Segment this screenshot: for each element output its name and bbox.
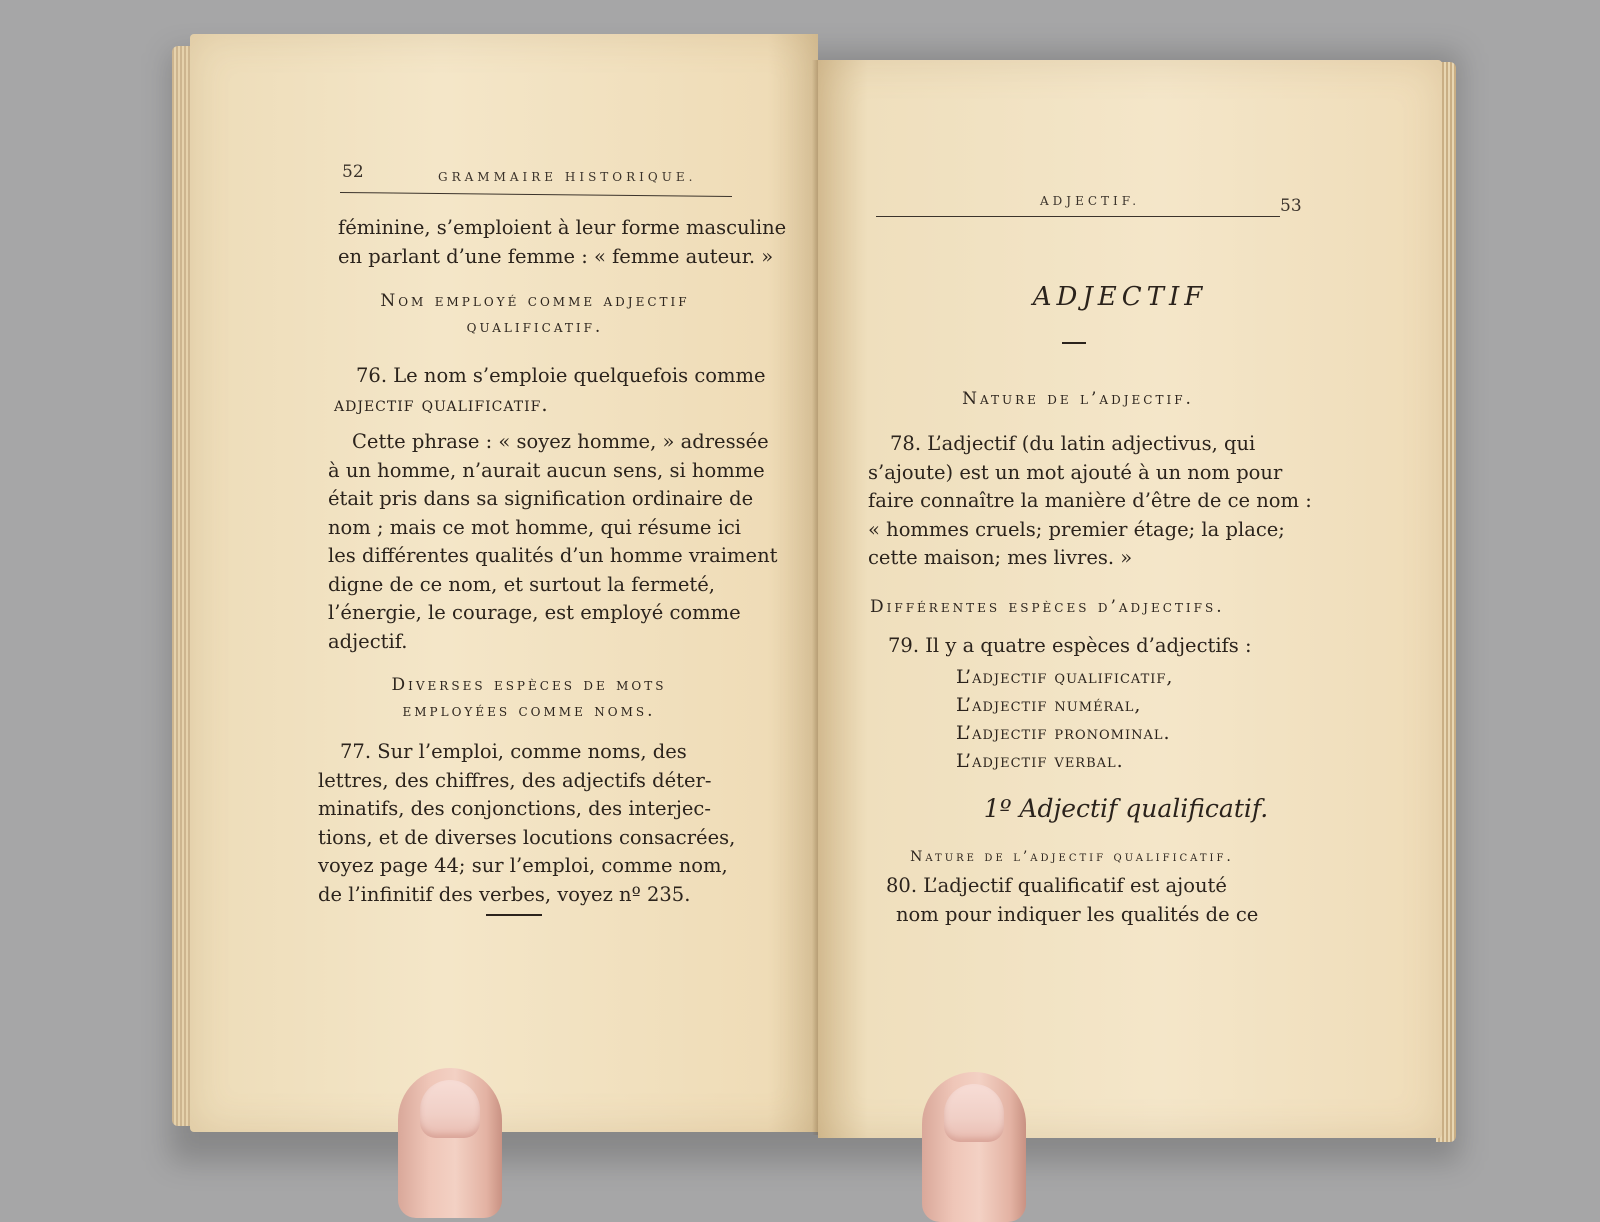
right-heading-1: Nature de l’adjectif.	[962, 389, 1194, 409]
left-folio: 52	[342, 162, 364, 182]
text-line: à un homme, n’aurait aucun sens, si homme	[328, 458, 765, 482]
left-para-1	[338, 214, 787, 271]
text-line: adjectif qualificatif.	[334, 392, 549, 416]
text-line: Cette phrase : « soyez homme, » adressée	[352, 430, 769, 453]
left-para-4	[318, 738, 736, 909]
left-para-3	[328, 428, 778, 656]
text-line: adjectif.	[328, 629, 408, 653]
heading-line: Nom employé comme adjectif	[380, 291, 690, 311]
heading-line: Diverses espèces de mots	[391, 675, 667, 695]
left-heading-1	[340, 288, 730, 340]
text-line: nom ; mais ce mot homme, qui résume ici	[328, 515, 741, 539]
text-line: lettres, des chiffres, des adjectifs déter-	[318, 768, 712, 792]
text-line: minatifs, des conjonctions, des interjec-	[318, 797, 711, 820]
text-line: faire connaître la manière d’être de ce nom :	[868, 489, 1312, 512]
text-line: « hommes cruels; premier étage; la place;	[868, 517, 1285, 541]
right-para-3	[886, 872, 1282, 929]
left-page	[190, 34, 818, 1132]
left-end-rule	[486, 914, 542, 916]
text-line: en parlant d’une femme : « femme auteur. »	[338, 244, 774, 268]
right-running-head: ADJECTIF.	[1040, 194, 1141, 208]
text-line: les différentes qualités d’un homme vraiment	[328, 544, 778, 567]
heading-line: qualificatif.	[466, 317, 604, 337]
text-line: tions, et de diverses locutions consacrées,	[318, 825, 736, 849]
section-title: 1º Adjectif qualificatif.	[983, 794, 1269, 823]
left-heading-2	[330, 672, 728, 724]
left-thumbnail	[420, 1080, 480, 1138]
text-line: 80. L’adjectif qualificatif est ajouté	[886, 874, 1227, 897]
text-line: voyez page 44; sur l’emploi, comme nom,	[318, 854, 728, 877]
text-line: l’énergie, le courage, est employé comme	[328, 601, 741, 624]
right-folio: 53	[1280, 196, 1302, 216]
heading-line: employées comme noms.	[402, 701, 656, 721]
left-para-2	[334, 362, 766, 419]
right-header-rule	[876, 216, 1280, 217]
species-item: L’adjectif qualificatif,	[956, 666, 1174, 688]
left-running-head: GRAMMAIRE HISTORIQUE.	[438, 170, 697, 184]
text-line: 77. Sur l’emploi, comme noms, des	[340, 740, 687, 763]
chapter-dash	[1062, 342, 1086, 344]
text-line: 78. L’adjectif (du latin adjectivus, qui	[890, 432, 1256, 455]
text-line: 79. Il y a quatre espèces d’adjectifs :	[888, 634, 1252, 657]
right-thumbnail	[944, 1084, 1004, 1142]
text-line: était pris dans sa signification ordinaire de	[328, 487, 754, 510]
chapter-title: ADJECTIF	[1032, 282, 1208, 312]
left-header-rule	[340, 192, 732, 197]
left-thumb	[398, 1068, 502, 1218]
right-heading-2: Différentes espèces d’adjectifs.	[870, 597, 1225, 617]
text-line: cette maison; mes livres. »	[868, 546, 1133, 569]
text-line: s’ajoute) est un mot ajouté à un nom pour	[868, 460, 1283, 484]
species-item: L’adjectif verbal.	[956, 750, 1124, 772]
right-heading-3: Nature de l’adjectif qualificatif.	[910, 849, 1234, 865]
text-line: féminine, s’emploient à leur forme masculine	[338, 216, 787, 239]
right-page	[818, 60, 1442, 1138]
text-line: 76. Le nom s’emploie quelquefois comme	[356, 364, 766, 387]
species-item: L’adjectif numéral,	[956, 694, 1142, 716]
text-line: nom pour indiquer les qualités de ce	[896, 902, 1259, 926]
text-line: digne de ce nom, et surtout la fermeté,	[328, 572, 715, 596]
text-line: de l’infinitif des verbes, voyez nº 235.	[318, 882, 691, 906]
species-item: L’adjectif pronominal.	[956, 722, 1171, 744]
right-para-2-intro	[888, 632, 1288, 661]
right-para-1	[868, 430, 1312, 573]
